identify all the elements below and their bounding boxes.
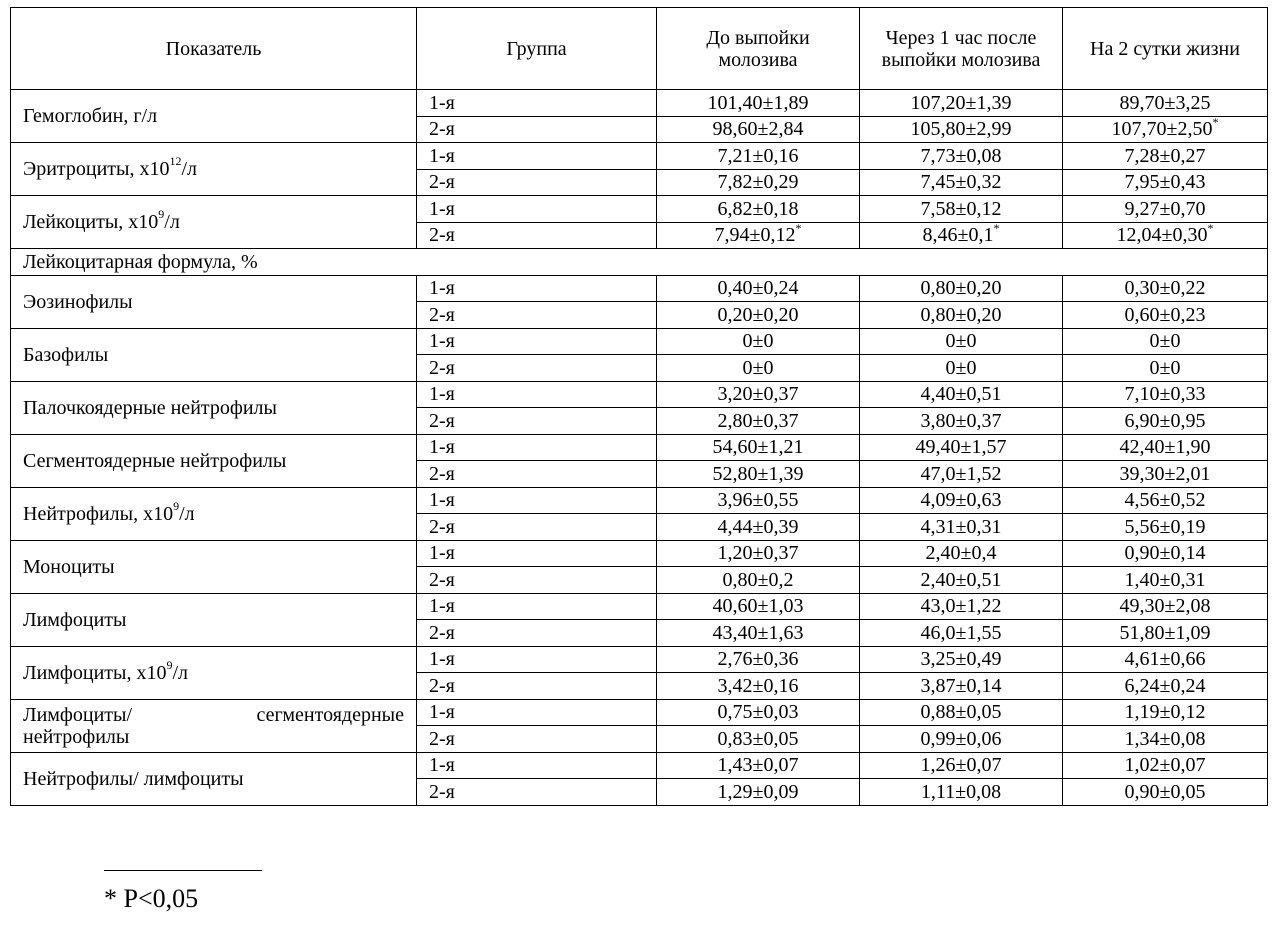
value-cell: 4,61±0,66 <box>1063 646 1268 673</box>
value-cell: 6,24±0,24 <box>1063 673 1268 700</box>
group-cell: 2-я <box>417 567 657 594</box>
value-cell: 0,80±0,20 <box>860 275 1063 302</box>
value-cell: 105,80±2,99 <box>860 116 1063 143</box>
data-table <box>10 7 1268 806</box>
value-cell: 3,20±0,37 <box>657 381 860 408</box>
group-cell: 1-я <box>417 540 657 567</box>
value-cell: 3,87±0,14 <box>860 673 1063 700</box>
value-cell: 1,26±0,07 <box>860 752 1063 779</box>
value-cell: 107,70±2,50* <box>1063 116 1268 143</box>
value-cell: 0±0 <box>860 328 1063 355</box>
table-row <box>11 593 1268 620</box>
value-cell: 43,40±1,63 <box>657 620 860 647</box>
table-section-row <box>11 249 1268 276</box>
group-cell: 1-я <box>417 143 657 170</box>
group-cell: 1-я <box>417 196 657 223</box>
value-cell: 5,56±0,19 <box>1063 514 1268 541</box>
value-cell: 0±0 <box>1063 328 1268 355</box>
value-cell: 89,70±3,25 <box>1063 90 1268 117</box>
value-cell: 0,20±0,20 <box>657 302 860 329</box>
value-cell: 0,75±0,03 <box>657 699 860 726</box>
group-cell: 2-я <box>417 726 657 753</box>
value-cell: 54,60±1,21 <box>657 434 860 461</box>
table-row <box>11 143 1268 170</box>
value-cell: 12,04±0,30* <box>1063 222 1268 249</box>
value-cell: 0±0 <box>657 328 860 355</box>
value-cell: 46,0±1,55 <box>860 620 1063 647</box>
group-cell: 1-я <box>417 752 657 779</box>
value-cell: 0,30±0,22 <box>1063 275 1268 302</box>
value-cell: 0,60±0,23 <box>1063 302 1268 329</box>
group-cell: 2-я <box>417 408 657 435</box>
value-cell: 0,90±0,14 <box>1063 540 1268 567</box>
value-cell: 40,60±1,03 <box>657 593 860 620</box>
group-cell: 1-я <box>417 434 657 461</box>
value-cell: 7,73±0,08 <box>860 143 1063 170</box>
indicator-label: Лейкоциты, $х10^9/л$ <box>11 196 417 249</box>
value-cell: 4,09±0,63 <box>860 487 1063 514</box>
value-cell: 1,19±0,12 <box>1063 699 1268 726</box>
value-cell: 2,40±0,4 <box>860 540 1063 567</box>
value-cell: 3,96±0,55 <box>657 487 860 514</box>
header-day-2: На 2 сутки жизни <box>1063 8 1268 90</box>
table-row <box>11 699 1268 726</box>
table-row <box>11 540 1268 567</box>
group-cell: 1-я <box>417 328 657 355</box>
group-cell: 1-я <box>417 487 657 514</box>
table-row <box>11 275 1268 302</box>
value-cell: 2,80±0,37 <box>657 408 860 435</box>
table-row <box>11 752 1268 779</box>
header-before-colostrum: До выпойки молозива <box>657 8 860 90</box>
value-cell: 0,80±0,2 <box>657 567 860 594</box>
section-label: Лейкоцитарная формула, % <box>11 249 1268 276</box>
indicator-label: Нейтрофилы/ лимфоциты <box>11 752 417 805</box>
group-cell: 1-я <box>417 593 657 620</box>
value-cell: 3,80±0,37 <box>860 408 1063 435</box>
group-cell: 2-я <box>417 116 657 143</box>
value-cell: 1,20±0,37 <box>657 540 860 567</box>
indicator-label: Нейтрофилы, $х10^9/л$ <box>11 487 417 540</box>
value-cell: 4,31±0,31 <box>860 514 1063 541</box>
table-body <box>11 90 1268 806</box>
value-cell: 0,99±0,06 <box>860 726 1063 753</box>
group-cell: 1-я <box>417 275 657 302</box>
value-cell: 1,11±0,08 <box>860 779 1063 806</box>
value-cell: 0,90±0,05 <box>1063 779 1268 806</box>
indicator-label: Моноциты <box>11 540 417 593</box>
group-cell: 2-я <box>417 673 657 700</box>
value-cell: 8,46±0,1* <box>860 222 1063 249</box>
group-cell: 2-я <box>417 169 657 196</box>
group-cell: 2-я <box>417 461 657 488</box>
value-cell: 0,40±0,24 <box>657 275 860 302</box>
table-row <box>11 646 1268 673</box>
table-row <box>11 196 1268 223</box>
value-cell: 9,27±0,70 <box>1063 196 1268 223</box>
indicator-label: Эозинофилы <box>11 275 417 328</box>
value-cell: 7,45±0,32 <box>860 169 1063 196</box>
table-header <box>11 8 1268 90</box>
indicator-label: Гемоглобин, г/л <box>11 90 417 143</box>
footnote-separator <box>104 870 262 871</box>
value-cell: 7,82±0,29 <box>657 169 860 196</box>
value-cell: 7,10±0,33 <box>1063 381 1268 408</box>
group-cell: 1-я <box>417 646 657 673</box>
value-cell: 0±0 <box>860 355 1063 382</box>
table-row <box>11 487 1268 514</box>
group-cell: 1-я <box>417 699 657 726</box>
table-row <box>11 381 1268 408</box>
value-cell: 1,02±0,07 <box>1063 752 1268 779</box>
value-cell: 52,80±1,39 <box>657 461 860 488</box>
value-cell: 101,40±1,89 <box>657 90 860 117</box>
value-cell: 51,80±1,09 <box>1063 620 1268 647</box>
header-1h-after-colostrum: Через 1 час после выпойки молозива <box>860 8 1063 90</box>
group-cell: 2-я <box>417 302 657 329</box>
value-cell: 0,83±0,05 <box>657 726 860 753</box>
value-cell: 7,28±0,27 <box>1063 143 1268 170</box>
value-cell: 0,88±0,05 <box>860 699 1063 726</box>
value-cell: 98,60±2,84 <box>657 116 860 143</box>
group-cell: 2-я <box>417 222 657 249</box>
table-row <box>11 328 1268 355</box>
indicator-label: Лимфоциты, $х10^9/л$ <box>11 646 417 699</box>
group-cell: 2-я <box>417 779 657 806</box>
value-cell: 47,0±1,52 <box>860 461 1063 488</box>
header-indicator: Показатель <box>11 8 417 90</box>
value-cell: 1,43±0,07 <box>657 752 860 779</box>
table-row <box>11 434 1268 461</box>
indicator-label: Лимфоциты <box>11 593 417 646</box>
indicator-label: Базофилы <box>11 328 417 381</box>
value-cell: 7,95±0,43 <box>1063 169 1268 196</box>
value-cell: 4,56±0,52 <box>1063 487 1268 514</box>
group-cell: 2-я <box>417 514 657 541</box>
group-cell: 1-я <box>417 381 657 408</box>
value-cell: 1,29±0,09 <box>657 779 860 806</box>
value-cell: 0±0 <box>1063 355 1268 382</box>
value-cell: 7,21±0,16 <box>657 143 860 170</box>
value-cell: 2,40±0,51 <box>860 567 1063 594</box>
value-cell: 1,40±0,31 <box>1063 567 1268 594</box>
value-cell: 3,42±0,16 <box>657 673 860 700</box>
value-cell: 42,40±1,90 <box>1063 434 1268 461</box>
value-cell: 0,80±0,20 <box>860 302 1063 329</box>
group-cell: 1-я <box>417 90 657 117</box>
table-row <box>11 90 1268 117</box>
value-cell: 7,94±0,12* <box>657 222 860 249</box>
value-cell: 39,30±2,01 <box>1063 461 1268 488</box>
value-cell: 4,40±0,51 <box>860 381 1063 408</box>
value-cell: 6,90±0,95 <box>1063 408 1268 435</box>
indicator-label: Сегментоядерные нейтрофилы <box>11 434 417 487</box>
header-group: Группа <box>417 8 657 90</box>
value-cell: 7,58±0,12 <box>860 196 1063 223</box>
value-cell: 1,34±0,08 <box>1063 726 1268 753</box>
indicator-label: Палочкоядерные нейтрофилы <box>11 381 417 434</box>
value-cell: 43,0±1,22 <box>860 593 1063 620</box>
indicator-label: Лимфоциты/ сегментоядерные нейтрофилы <box>11 699 417 752</box>
indicator-label: Эритроциты, $х10^{12}/л$ <box>11 143 417 196</box>
value-cell: 107,20±1,39 <box>860 90 1063 117</box>
value-cell: 2,76±0,36 <box>657 646 860 673</box>
value-cell: 49,40±1,57 <box>860 434 1063 461</box>
group-cell: 2-я <box>417 620 657 647</box>
value-cell: 0±0 <box>657 355 860 382</box>
footnote: * P<0,05 <box>104 884 199 913</box>
value-cell: 4,44±0,39 <box>657 514 860 541</box>
group-cell: 2-я <box>417 355 657 382</box>
value-cell: 6,82±0,18 <box>657 196 860 223</box>
value-cell: 49,30±2,08 <box>1063 593 1268 620</box>
value-cell: 3,25±0,49 <box>860 646 1063 673</box>
